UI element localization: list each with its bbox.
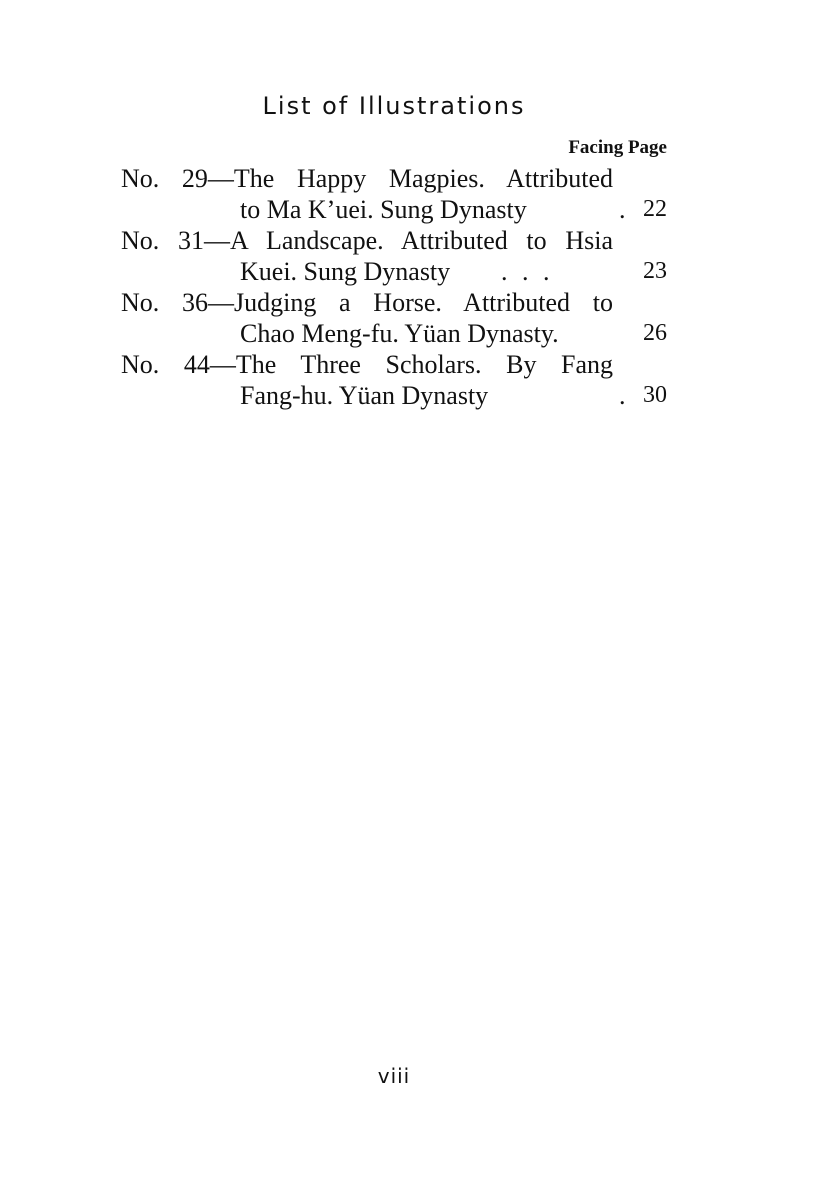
dot-leader: . — [619, 195, 626, 224]
page-number: 22 — [643, 196, 667, 222]
dot-leader: . — [619, 381, 626, 410]
entry-subtitle: Chao Meng-fu. Yüan Dynasty. — [240, 319, 559, 348]
entry-title: No. 44—The Three Scholars. By Fang — [121, 350, 613, 379]
page-title: List of Illustrations — [262, 92, 526, 120]
illustrations-list — [121, 163, 667, 411]
page-number: 30 — [643, 382, 667, 408]
page-number: 26 — [643, 320, 667, 346]
entry-subtitle: to Ma K’uei. Sung Dynasty — [240, 195, 527, 224]
entry-subtitle: Kuei. Sung Dynasty — [240, 257, 451, 286]
entry-title: No. 29—The Happy Magpies. Attributed — [121, 164, 613, 193]
entry-continuation — [121, 380, 667, 411]
list-item — [121, 225, 667, 287]
entry-title: No. 31—A Landscape. Attributed to Hsia — [121, 226, 613, 255]
list-item — [121, 349, 667, 411]
list-item — [121, 287, 667, 349]
page-number: 23 — [643, 258, 667, 284]
facing-page-label: Facing Page — [568, 137, 667, 158]
page-folio: viii — [377, 1064, 411, 1088]
entry-continuation — [121, 194, 667, 225]
entry-continuation — [121, 256, 667, 287]
dot-leader: . . . — [501, 257, 554, 286]
entry-subtitle: Fang-hu. Yüan Dynasty — [240, 381, 489, 410]
list-item — [121, 163, 667, 225]
entry-continuation — [121, 318, 667, 349]
entry-title: No. 36—Judging a Horse. Attributed to — [121, 288, 613, 317]
